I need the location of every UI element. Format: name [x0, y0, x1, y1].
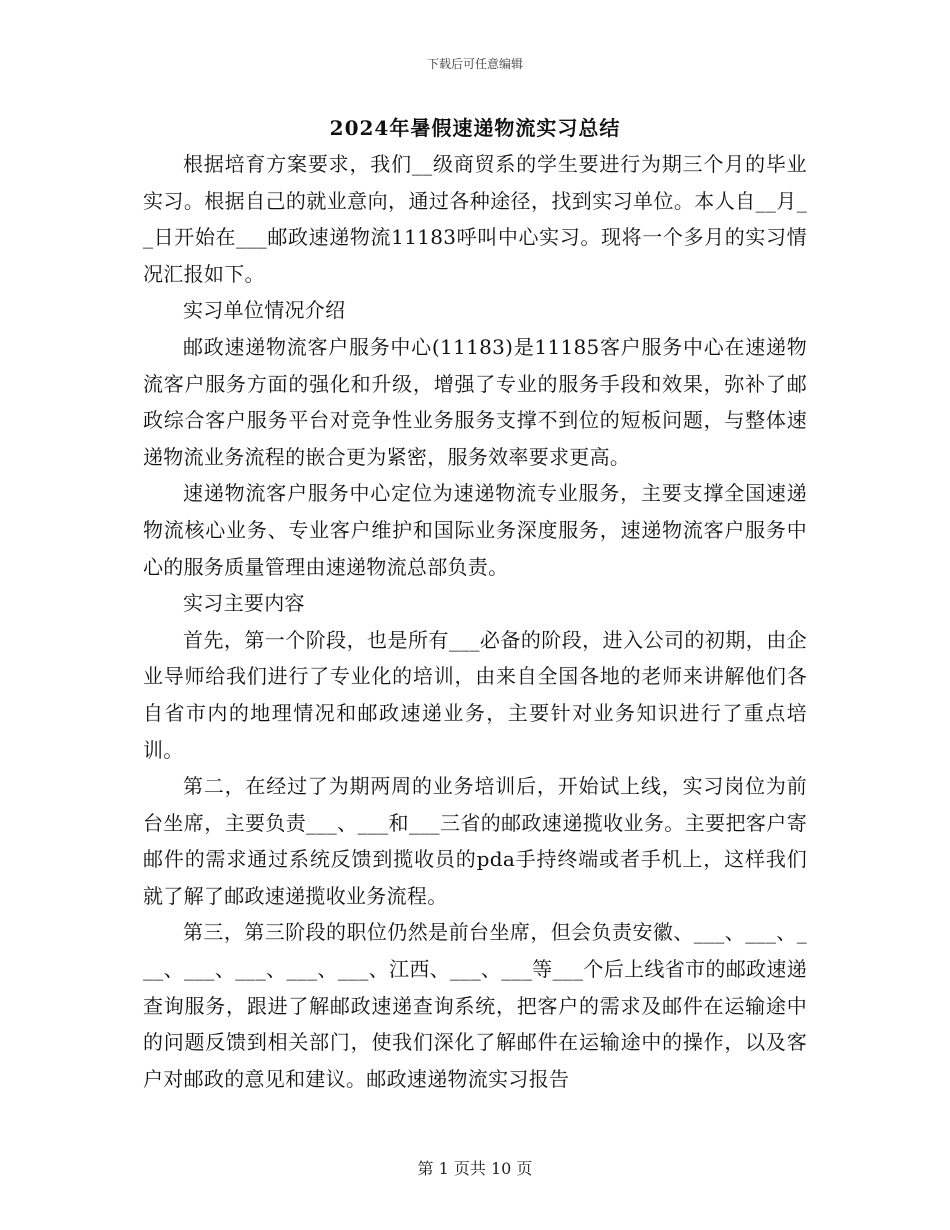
paragraph-unit-2: 速递物流客户服务中心定位为速递物流专业服务，主要支撑全国速递物流核心业务、专业客户维护和国际业务深度服务，速递物流客户服务中心的服务质量管理由速递物流总部负责。 [143, 481, 807, 579]
section-heading-content: 实习主要内容 [183, 591, 305, 616]
section-heading-unit: 实习单位情况介绍 [183, 298, 346, 323]
paragraph-stage-3: 第三，第三阶段的职位仍然是前台坐席，但会负责安徽、___、___、___、___、___、___、___、江西、___、___等___个后上线省市的邮政速递查询服务，跟进了解邮政速递查询系统，把客户的需求及邮件在运输途中的问题反馈到相关部门，使我们深化了解邮件在运输途中的操作，以及客户对邮政的意见和建议。邮政速递物流实习报告 [143, 920, 807, 1091]
document-body [143, 146, 807, 1097]
paragraph-stage-1: 首先，第一个阶段，也是所有___必备的阶段，进入公司的初期，由企业导师给我们进行了专业化的培训，由来自全国各地的老师来讲解他们各自省市内的地理情况和邮政速递业务，主要针对业务知识进行了重点培训。 [143, 627, 807, 762]
document-title: 2024年暑假速递物流实习总结 [329, 116, 621, 140]
paragraph-intro: 根据培育方案要求，我们__级商贸系的学生要进行为期三个月的毕业实习。根据自己的就业意向，通过各种途径，找到实习单位。本人自__月__日开始在___邮政速递物流11183呼叫中心实习。现将一个多月的实习情况汇报如下。 [143, 152, 807, 286]
paragraph-stage-2: 第二，在经过了为期两周的业务培训后，开始试上线，实习岗位为前台坐席，主要负责___、___和___三省的邮政速递揽收业务。主要把客户寄邮件的需求通过系统反馈到揽收员的pda手持终端或者手机上，这样我们就了解了邮政速递揽收业务流程。 [143, 774, 807, 908]
page-number: 第 1 页共 10 页 [417, 1159, 533, 1178]
paragraph-unit-1: 邮政速递物流客户服务中心(11183)是11185客户服务中心在速递物流客户服务方面的强化和升级，增强了专业的服务手段和效果，弥补了邮政综合客户服务平台对竞争性业务服务支撑不到位的短板问题，与整体速递物流业务流程的嵌合更为紧密，服务效率要求更高。 [143, 334, 807, 469]
header-note: 下载后可任意编辑 [426, 57, 523, 71]
